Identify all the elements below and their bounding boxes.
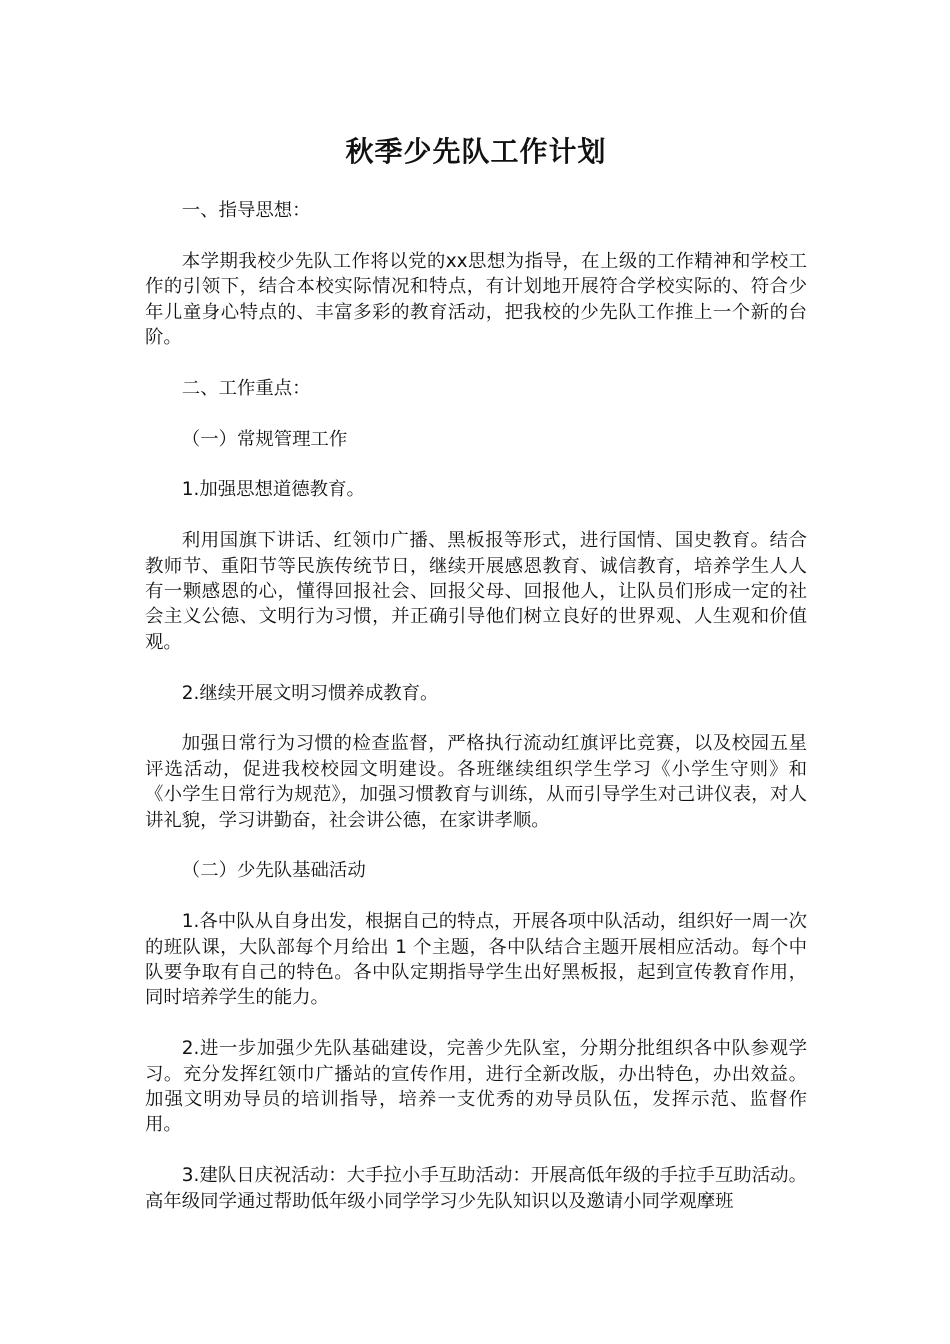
item-heading-moral-education: 1.加强思想道德教育。: [181, 479, 365, 501]
paragraph-civilized-habits: 加强日常行为习惯的检查监督，严格执行流动红旗评比竞赛，以及校园五星评选活动，促进我校校园文明建设。各班继续组织学生学习《小学生守则》和《小学生日常行为规范》，加强习惯教育与训练，从而引导学生对己讲仪表，对人讲礼貌，学习讲勤奋，社会讲公德，在家讲孝顺。: [145, 733, 807, 831]
subsection-heading-routine-management: （一）常规管理工作: [181, 428, 348, 450]
paragraph-guiding-ideology: 本学期我校少先队工作将以党的xx思想为指导，在上级的工作精神和学校工作的引领下，结合本校实际情况和特点，有计划地开展符合学校实际的、符合少年儿童身心特点的、丰富多彩的教育活动，把我校的少先队工作推上一个新的台阶。: [145, 250, 807, 349]
paragraph-infrastructure: 2.进一步加强少先队基础建设，完善少先队室，分期分批组织各中队参观学习。充分发挥红领巾广播站的宣传作用，进行全新改版，办出特色，办出效益。加强文明劝导员的培训指导，培养一支优秀的劝导员队伍，发挥示范、监督作用。: [145, 1038, 807, 1136]
document-page: [145, 128, 807, 1239]
paragraph-squad-activities: 1.各中队从自身出发，根据自己的特点，开展各项中队活动，组织好一周一次的班队课，大队部每个月给出 1 个主题，各中队结合主题开展相应活动。每个中队要争取有自己的特色。各中队定期指导学生出好黑板报，起到宣传教育作用，同时培养学生的能力。: [145, 911, 807, 1009]
item-heading-civilized-habits: 2.继续开展文明习惯养成教育。: [181, 682, 439, 704]
paragraph-moral-education: 利用国旗下讲话、红领巾广播、黑板报等形式，进行国情、国史教育。结合教师节、重阳节等民族传统节日，继续开展感恩教育、诚信教育，培养学生人人有一颗感恩的心，懂得回报社会、回报父母、回报他人，让队员们形成一定的社会主义公德、文明行为习惯，并正确引导他们树立良好的世界观、人生观和价值观。: [145, 530, 807, 653]
section-heading-work-focus: 二、工作重点：: [181, 377, 311, 399]
subsection-heading-basic-activities: （二）少先队基础活动: [181, 860, 366, 882]
document-title: 秋季少先队工作计划: [345, 135, 607, 168]
paragraph-founding-day: 3.建队日庆祝活动：大手拉小手互助活动：开展高低年级的手拉手互助活动。高年级同学通过帮助低年级小同学学习少先队知识以及邀请小同学观摩班: [145, 1165, 807, 1212]
section-heading-guiding-ideology: 一、指导思想：: [181, 200, 311, 221]
